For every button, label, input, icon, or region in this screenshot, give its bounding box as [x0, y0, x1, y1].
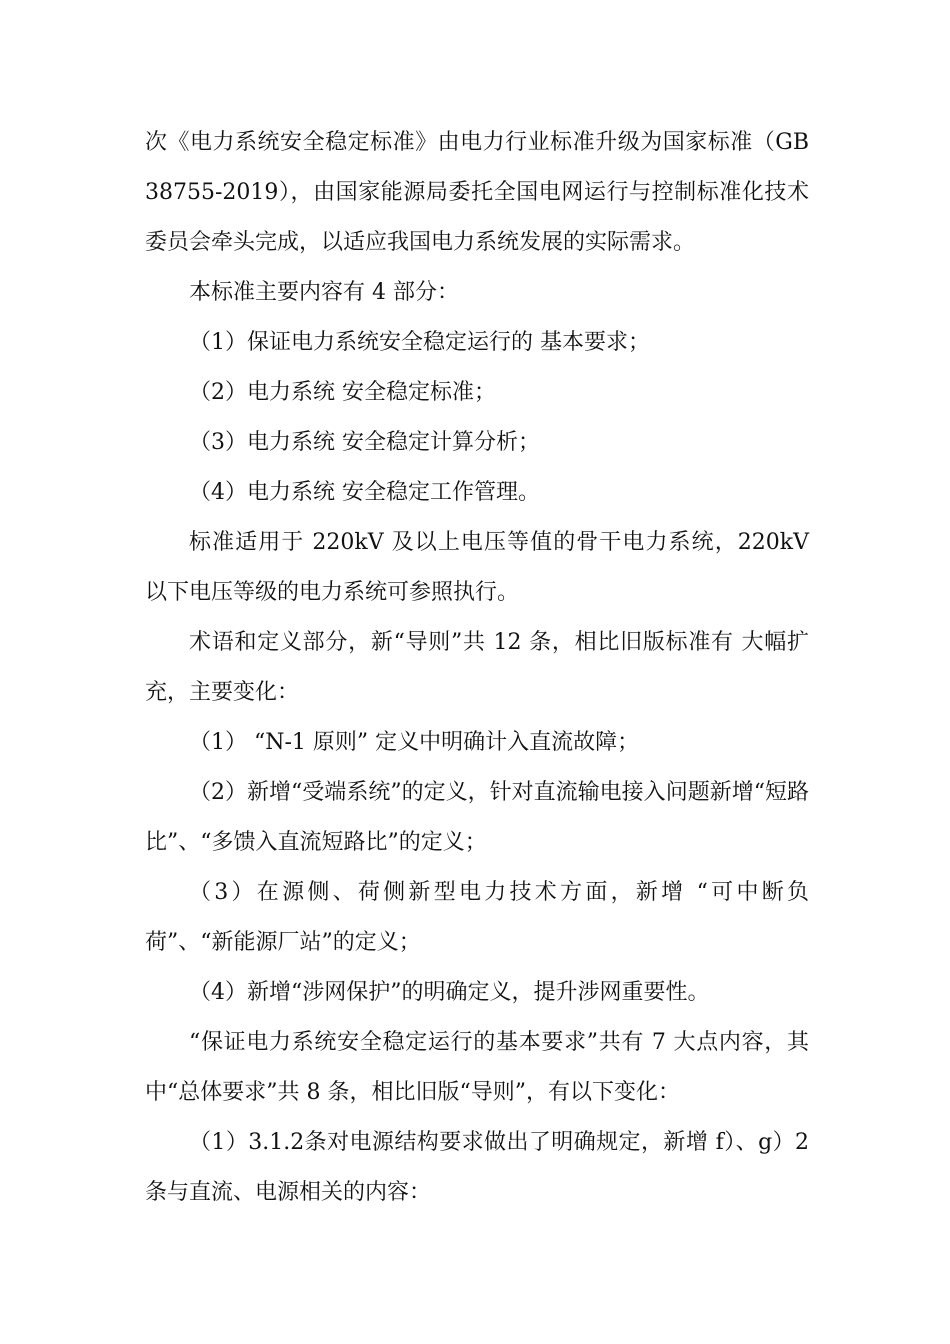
list-item-part-2: （2）电力系统 安全稳定标准；	[189, 380, 496, 405]
list-item-term-4: （4）新增“涉网保护”的明确定义，提升涉网重要性。	[189, 980, 710, 1005]
document-body	[145, 118, 809, 1218]
paragraph-basic-requirements: “保证电力系统安全稳定运行的基本要求”共有 7 大点内容，其中“总体要求”共 8 条，相比旧版“导则”，有以下变化：	[145, 1030, 809, 1105]
list-item-part-3: （3）电力系统 安全稳定计算分析；	[189, 430, 540, 455]
list-item-part-1: （1）保证电力系统安全稳定运行的 基本要求；	[189, 330, 650, 355]
list-item-term-2: （2）新增“受端系统”的定义，针对直流输电接入问题新增“短路比”、“多馈入直流短路比”的定义；	[145, 780, 809, 855]
list-item-term-3: （3）在源侧、荷侧新型电力技术方面，新增 “可中断负荷”、“新能源厂站”的定义；	[145, 880, 809, 955]
paragraph-intro-continued: 次《电力系统安全稳定标准》由电力行业标准升级为国家标准（GB 38755-2019），由国家能源局委托全国电网运行与控制标准化技术委员会牵头完成，以适应我国电力系统发展的实际需求。	[145, 130, 809, 255]
paragraph-terms: 术语和定义部分，新“导则”共 12 条，相比旧版标准有 大幅扩充，主要变化：	[145, 630, 809, 705]
list-item-requirement-1: （1）3.1.2条对电源结构要求做出了明确规定，新增 f）、g）2 条与直流、电源相关的内容：	[145, 1130, 809, 1205]
paragraph-content-summary: 本标准主要内容有 4 部分：	[189, 280, 459, 305]
paragraph-scope: 标准适用于 220kV 及以上电压等值的骨干电力系统，220kV 以下电压等级的电力系统可参照执行。	[145, 530, 809, 605]
list-item-part-4: （4）电力系统 安全稳定工作管理。	[189, 480, 540, 505]
list-item-term-1: （1） “N-1 原则” 定义中明确计入直流故障；	[189, 730, 640, 755]
